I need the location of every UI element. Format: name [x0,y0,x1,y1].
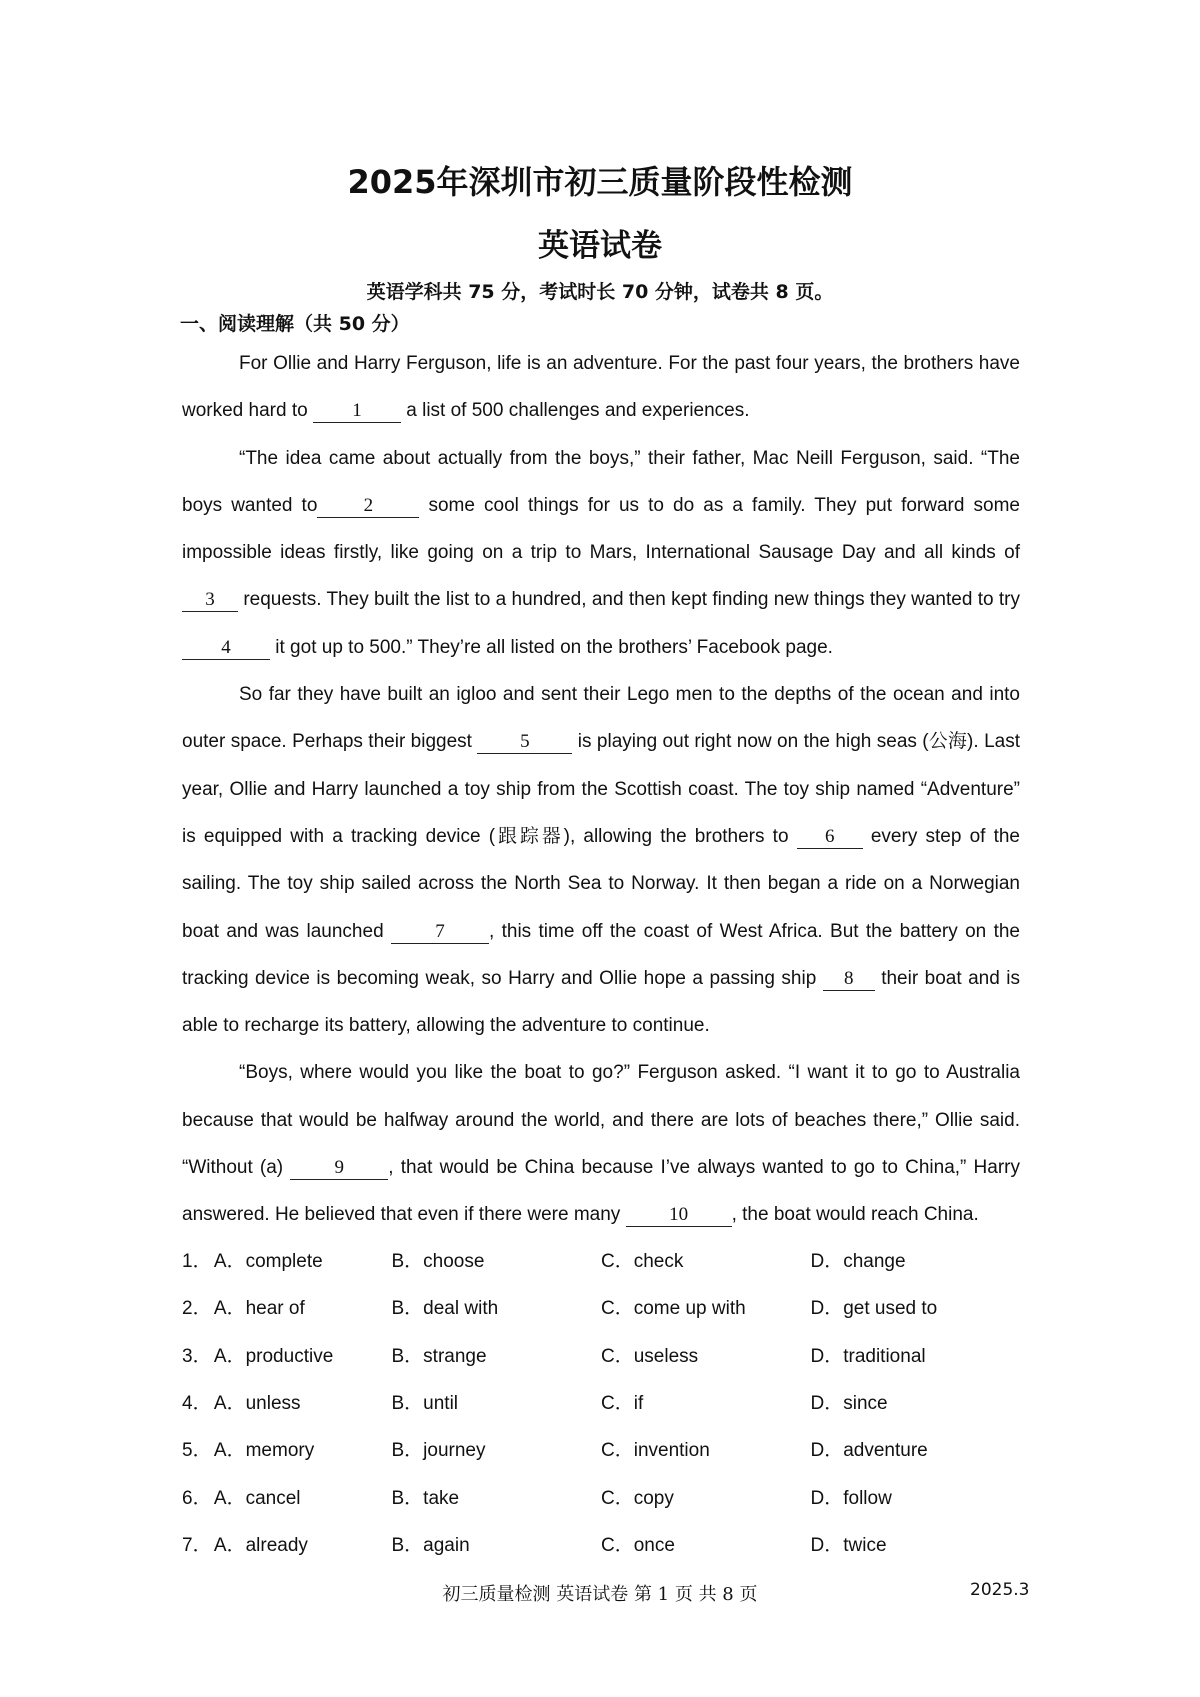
blank-3: 3 [182,589,238,612]
paragraph-2 [182,435,1020,671]
option-b: B．strange [391,1345,487,1367]
passage-text: it got up to 500.” They’re all listed on the brothers’ Facebook page. [270,636,833,658]
option-a: A．cancel [213,1487,301,1509]
passage-text: every step of the sailing. The toy ship sailed across the North Sea to Norway. It then began a ride on a Norwegian boat and was launched [182,825,1020,942]
question-row [182,1378,1020,1425]
blank-5: 5 [477,731,572,754]
blank-7: 7 [391,921,489,944]
option-a: A．unless [213,1393,301,1415]
passage-text: is playing out right now on the high seas (公海). Last year, Ollie and Harry launched a toy ship from the Scottish coast. The toy ship named “Adventure” is equipped with a tracking device (跟踪器), allowing the brothers to [182,731,1020,847]
option-b: B．again [391,1534,470,1556]
passage-text: , this time off the coast of West Africa. But the battery on the tracking device is becoming weak, so Harry and Ollie hope a passing ship [182,920,1020,989]
passage-text: their boat and is able to recharge its battery, allowing the adventure to continue. [182,967,1020,1037]
option-c: C．come up with [601,1298,746,1320]
blank-1: 1 [313,400,401,423]
paragraph-4 [182,1049,1020,1238]
question-row [182,1331,1020,1378]
exam-info: 英语学科共 75 分，考试时长 70 分钟，试卷共 8 页。 [366,281,834,303]
blank-4: 4 [182,637,270,660]
option-b: B．journey [391,1440,486,1462]
passage-text: requests. They built the list to a hundred, and then kept finding new things they wanted to try [238,589,1020,611]
question-row [182,1236,1020,1283]
option-c: C．if [601,1393,644,1415]
question-number: 1． [182,1251,212,1273]
option-b: B．until [391,1393,459,1415]
passage-text: a list of 500 challenges and experiences. [400,400,750,422]
option-d: D．follow [810,1487,892,1509]
question-number: 3． [182,1345,212,1367]
option-a: A．complete [213,1251,323,1273]
passage-text: some cool things for us to do as a family. They put forward some impossible ideas firstly, like going on a trip to Mars, International Sausage Day and all kinds of [182,494,1020,564]
option-c: C．copy [601,1487,674,1509]
passage-text: , the boat would reach China. [731,1204,979,1226]
footer-date: 2025.3 [970,1580,1030,1600]
blank-8: 8 [823,968,875,991]
option-d: D．since [810,1393,888,1415]
option-d: D．change [810,1251,906,1273]
option-d: D．twice [810,1534,887,1556]
exam-title: 2025年深圳市初三质量阶段性检测 [347,163,853,201]
option-b: B．deal with [391,1298,499,1320]
paragraph-3 [182,671,1020,1049]
option-d: D．adventure [810,1440,928,1462]
option-d: D．traditional [810,1345,926,1367]
blank-10: 10 [626,1204,732,1227]
option-c: C．check [601,1251,684,1273]
section-heading: 一、阅读理解（共 50 分） [180,313,410,335]
footer-page-info: 初三质量检测 英语试卷 第 1 页 共 8 页 [442,1584,758,1605]
passage-text: So far they have built an igloo and sent their Lego men to the depths of the ocean and into outer space. Perhaps their biggest [182,684,1020,753]
option-b: B．take [391,1487,460,1509]
question-row [182,1283,1020,1330]
passage-text: , that would be China because I’ve always wanted to go to China,” Harry answered. He believed that even if there were many [182,1157,1020,1226]
option-b: B．choose [391,1251,485,1273]
option-a: A．memory [213,1440,315,1462]
question-row [182,1520,1020,1567]
option-d: D．get used to [810,1298,938,1320]
option-c: C．once [601,1534,675,1556]
question-number: 5． [182,1440,212,1462]
question-number: 4． [182,1393,212,1415]
passage-text: “The idea came about actually from the boys,” their father, Mac Neill Ferguson, said. “The boys wanted to [182,447,1020,516]
question-row [182,1472,1020,1519]
passage-text: For Ollie and Harry Ferguson, life is an adventure. For the past four years, the brothers have worked hard to [182,353,1020,422]
passage-text: “Boys, where would you like the boat to go?” Ferguson asked. “I want it to go to Australia because that would be halfway around the world, and there are lots of beaches there,” Ollie said. “Without (a) [182,1062,1020,1179]
blank-6: 6 [797,826,863,849]
option-a: A．already [213,1534,308,1556]
question-options [182,1236,1020,1567]
paragraph-1 [182,340,1020,435]
option-a: A．productive [213,1345,334,1367]
blank-9: 9 [290,1157,388,1180]
question-number: 6． [182,1487,212,1509]
question-number: 7． [182,1534,212,1556]
option-c: C．useless [601,1345,699,1367]
question-number: 2． [182,1298,212,1320]
option-a: A．hear of [213,1298,305,1320]
exam-subtitle: 英语试卷 [538,228,662,264]
question-row [182,1425,1020,1472]
blank-2: 2 [317,495,419,518]
reading-passage [182,340,1020,1239]
option-c: C．invention [601,1440,710,1462]
